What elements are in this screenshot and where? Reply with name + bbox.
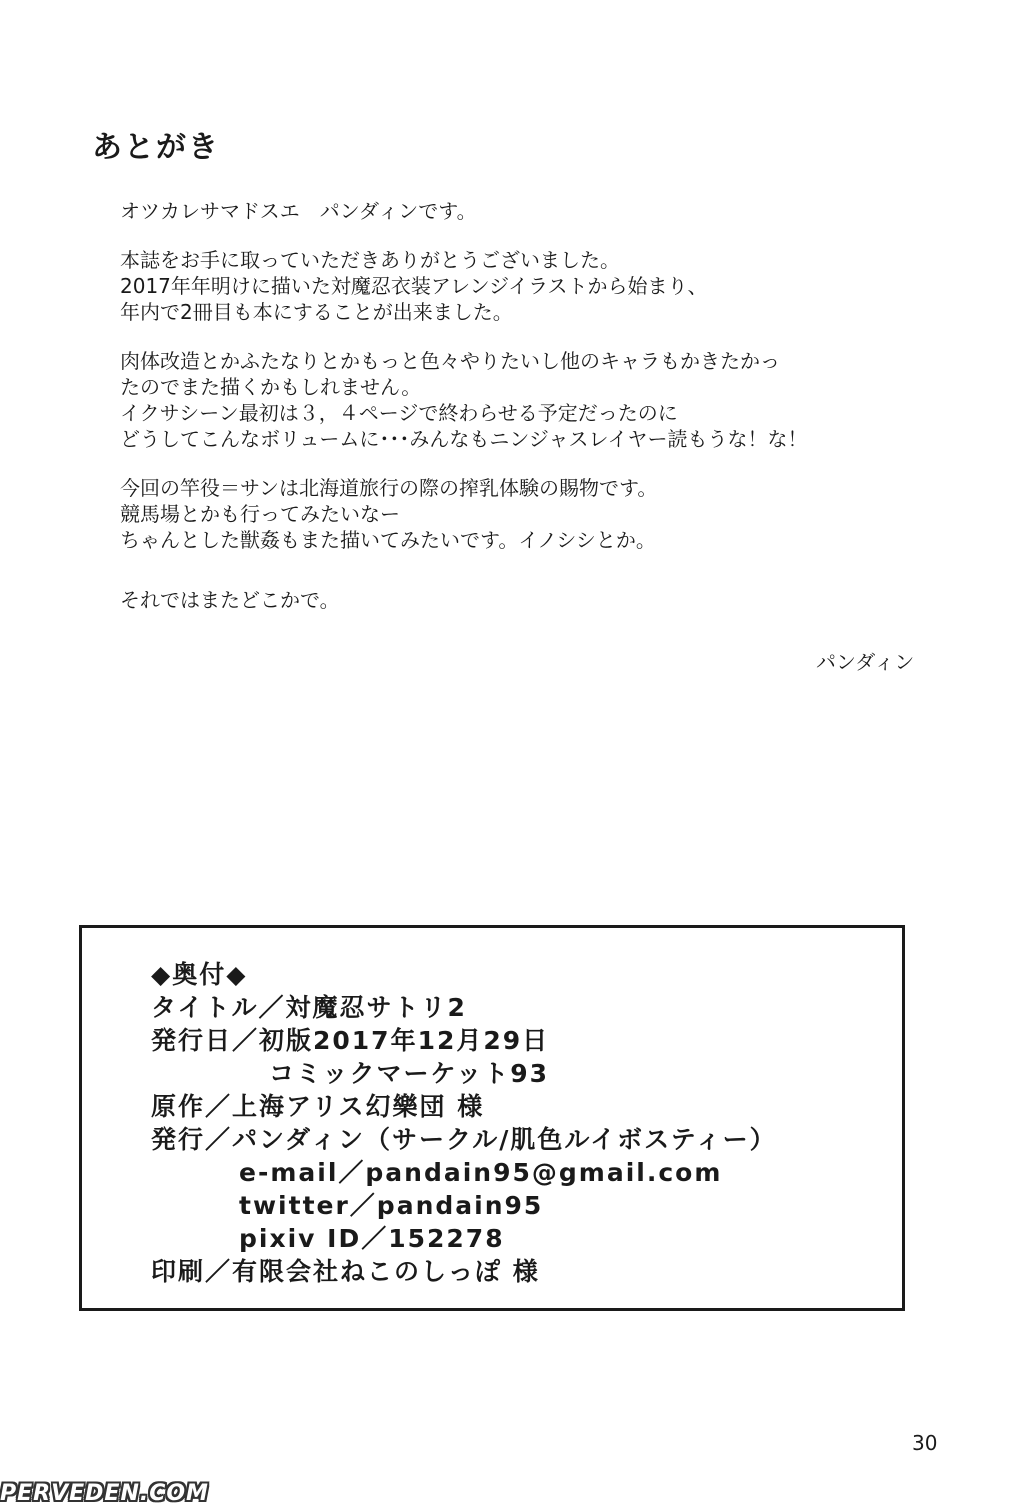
colophon-printer: 印刷／有限会社ねこのしっぽ 様 <box>151 1257 540 1286</box>
colophon-event: コミックマーケット93 <box>269 1059 550 1088</box>
colophon-twitter: twitter／pandain95 <box>239 1191 544 1220</box>
greeting-paragraph <box>120 198 920 224</box>
watermark-logo: PERVEDEN.COM <box>0 1481 209 1506</box>
text-line: どうしてこんなボリュームに･･･みんなもニンジャスレイヤー読もうな！な！ <box>120 427 808 451</box>
colophon-email: e-mail／pandain95@gmail.com <box>239 1158 723 1187</box>
text-line: イクサシーン最初は３，４ページで終わらせる予定だったのに <box>120 401 678 425</box>
page-title: あとがき <box>92 130 220 165</box>
text-line: ちゃんとした獣姦もまた描いてみたいです。イノシシとか。 <box>120 528 656 552</box>
paragraph-2 <box>120 348 920 452</box>
colophon-publisher: 発行／パンダィン（サークル/肌色ルイボスティー） <box>151 1125 777 1154</box>
signature: パンダィン <box>816 650 915 674</box>
closing-paragraph <box>120 587 920 613</box>
text-line: 肉体改造とかふたなりとかもっと色々やりたいし他のキャラもかきたかっ <box>120 349 780 373</box>
colophon-content <box>151 958 777 1288</box>
colophon-heading: ◆奥付◆ <box>151 960 248 989</box>
colophon-date: 発行日／初版2017年12月29日 <box>151 1026 550 1055</box>
text-line: 今回の竿役＝サンは北海道旅行の際の搾乳体験の賜物です。 <box>120 476 658 500</box>
text-line: たのでまた描くかもしれません。 <box>120 375 422 399</box>
afterword-body <box>120 198 920 636</box>
page-number: 30 <box>912 1431 938 1455</box>
colophon-title: タイトル／対魔忍サトリ2 <box>151 993 467 1022</box>
greeting-line: オツカレサマドスエ パンダィンです。 <box>120 199 477 223</box>
paragraph-1 <box>120 247 920 325</box>
text-line: 2017年年明けに描いた対魔忍衣装アレンジイラストから始まり、 <box>120 274 708 298</box>
colophon-original: 原作／上海アリス幻樂団 様 <box>151 1092 485 1121</box>
closing-line: それではまたどこかで。 <box>120 588 340 612</box>
text-line: 年内で2冊目も本にすることが出来ました。 <box>120 300 513 324</box>
text-line: 本誌をお手に取っていただきありがとうございました。 <box>120 248 620 272</box>
colophon-box <box>79 925 905 1311</box>
colophon-pixiv: pixiv ID／152278 <box>239 1224 505 1253</box>
text-line: 競馬場とかも行ってみたいなー <box>120 502 400 526</box>
paragraph-3 <box>120 475 920 553</box>
